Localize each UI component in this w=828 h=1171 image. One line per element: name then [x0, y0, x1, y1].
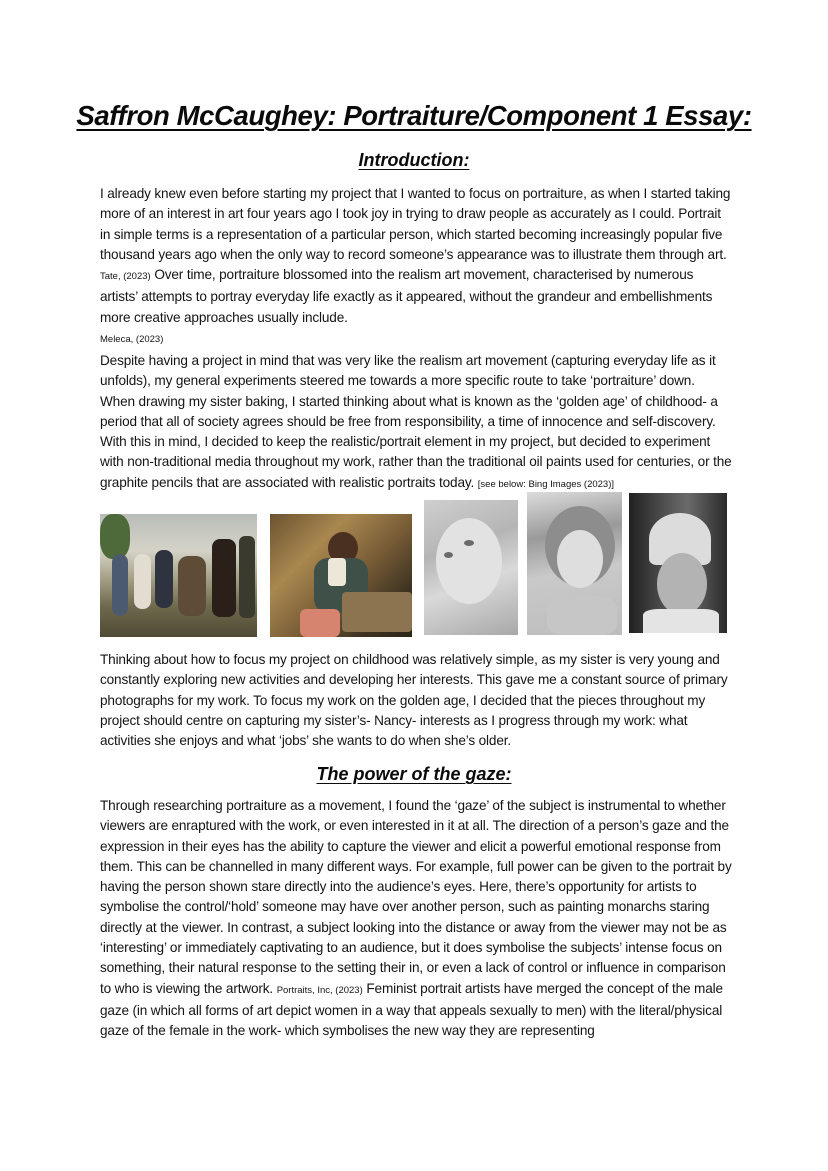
- citation-tate: Tate, (2023): [100, 271, 151, 283]
- paragraph-gaze-1: [100, 796, 732, 1042]
- paragraph-intro-1: [100, 184, 732, 348]
- citation-bing-images: [see below: Bing Images (2023)]: [477, 478, 615, 490]
- image-bw-portrait-hardhat-man: [629, 493, 727, 633]
- image-graphite-drawing-girl: [424, 500, 518, 635]
- heading-introduction: Introduction:: [358, 150, 470, 170]
- image-realist-painting-woman-reading: [270, 514, 412, 637]
- paragraph-intro-2: [100, 351, 732, 495]
- citation-meleca: Meleca, (2023): [100, 334, 164, 346]
- paragraph-text: Despite having a project in mind that was very like the realism art movement (capturing everyday life as it unfolds), my general experiments steered me towards a more specific route to take ‘portraiture’ down. When drawing my sister baking, I started thinking about what is known as the ‘golden age’ of childhood- a period that all of society agrees should be free from responsibility, a time of innocence and self-discovery. With this in mind, I decided to keep the realistic/portrait element in my project, but decided to experiment with non-traditional media throughout my work, rather than the traditional oil paints used for centuries, or the graphite pencils that are associated with realistic portraits today.: [100, 353, 732, 490]
- image-graphite-drawing-curly-girl: [527, 492, 622, 635]
- image-realist-painting-street-group: [100, 514, 257, 637]
- paragraph-intro-3: Thinking about how to focus my project on childhood was relatively simple, as my sister is very young and constantly exploring new activities and developing her interests. This gave me a constant source of primary photographs for my work. To focus my work on the golden age, I decided that the pieces throughout my project should centre on capturing my sister’s- Nancy- interests as I progress through my work: what activities she enjoys and what ‘jobs’ she wants to do when she’s older.: [100, 652, 728, 749]
- document-title: Saffron McCaughey: Portraiture/Component 1 Essay:: [76, 100, 752, 131]
- paragraph-text: Through researching portraiture as a movement, I found the ‘gaze’ of the subject is instrumental to whether viewers are enraptured with the work, or even interested in it at all. The direction of a person’s gaze and the expression in their eyes has the ability to capture the viewer and elicit a powerful emotional response from them. This can be channelled in many different ways. For example, full power can be given to the portrait by having the person shown stare directly into the audience’s eyes. Here, there’s opportunity for artists to symbolise the control/‘hold’ someone may have over another person, such as painting monarchs staring directly at the viewer. In contrast, a subject looking into the distance or away from the viewer may not be as ‘interesting’ or immediately captivating to an audience, but it does symbolise the subjects’ intense focus on something, their natural response to the setting their in, or even a lack of control or influence in comparison to who is viewing the artwork.: [100, 798, 732, 996]
- paragraph-text: Over time, portraiture blossomed into the realism art movement, characterised by numerous artists’ attempts to portray everyday life exactly as it appeared, without the grandeur and embellishments more creative approaches usually include.: [100, 267, 713, 325]
- citation-portraits-inc: Portraits, Inc, (2023): [276, 984, 363, 996]
- heading-power-of-the-gaze: The power of the gaze:: [316, 764, 512, 784]
- paragraph-text: Feminist portrait artists have merged the concept of the male gaze (in which all forms of art depict women in a way that appeals sexually to men) with the literal/physical gaze of the female in the work- which symbolises the new way they are representing: [100, 980, 723, 1039]
- paragraph-text: I already knew even before starting my project that I wanted to focus on portraiture, as when I started taking more of an interest in art four years ago I took joy in trying to draw people as accurately as I could. Portrait in simple terms is a representation of a particular person, which started becoming increasingly popular five thousand years ago when the only way to record someone’s appearance was to illustrate them through art.: [100, 186, 731, 262]
